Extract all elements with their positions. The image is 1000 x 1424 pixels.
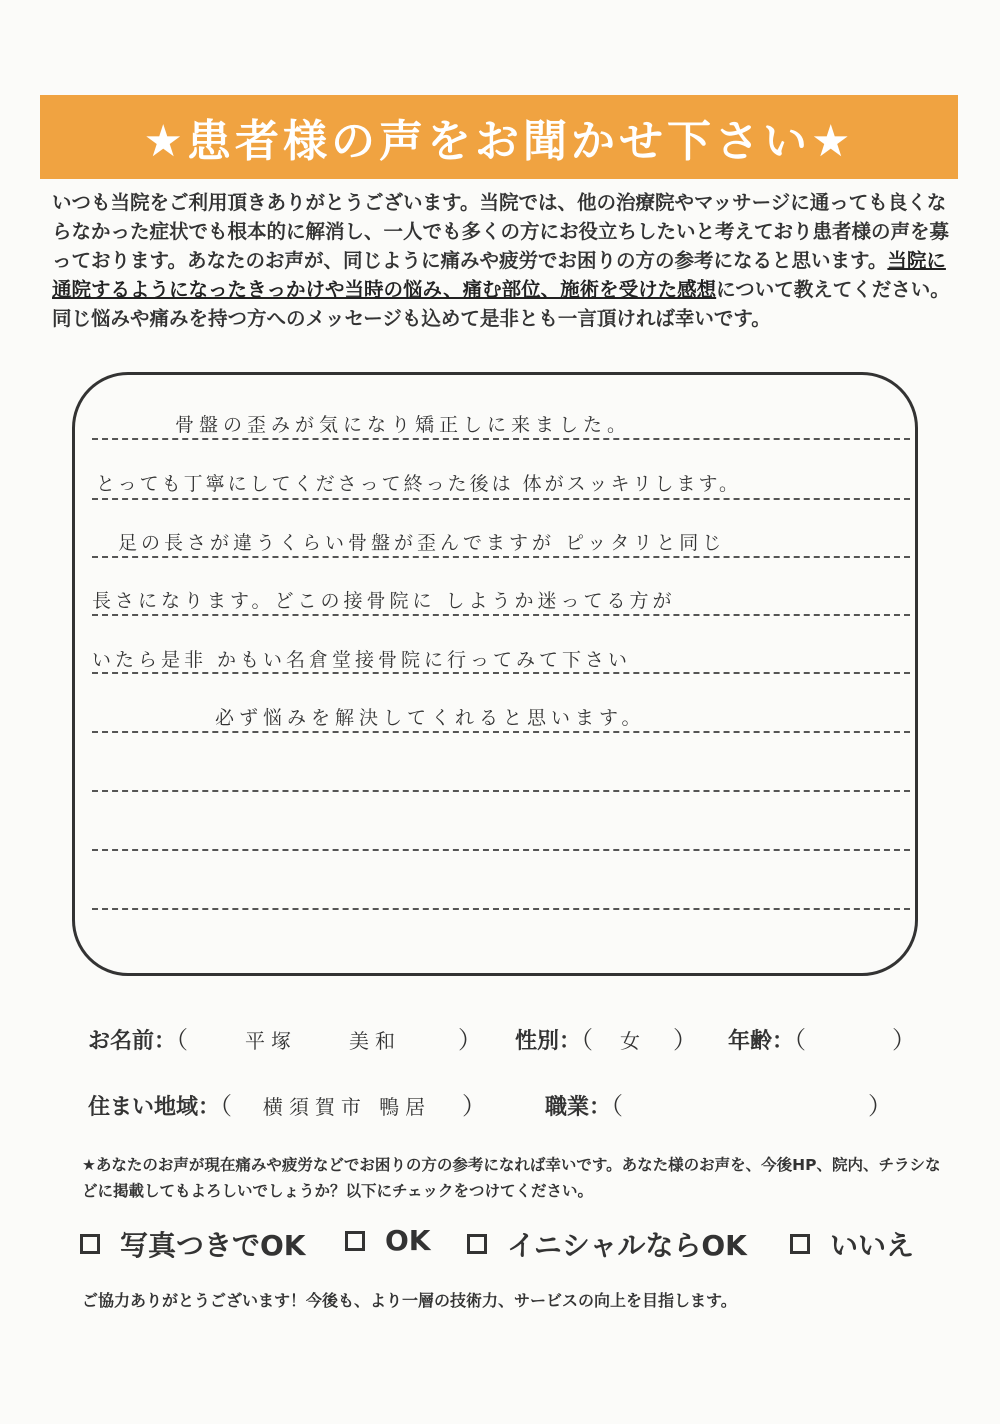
area-field-row xyxy=(88,1086,486,1121)
page-title: ★患者様の声をお聞かせ下さい★ xyxy=(143,116,855,167)
consent-text: ★あなたのお声が現在痛みや疲労などでお困りの方の参考になれば幸いです。あなた様のお声を、今後HP、院内、チラシなどに掲載してもよろしいでしょうか？以下にチェックをつけてください。 xyxy=(82,1156,941,1200)
intro-text xyxy=(52,188,952,333)
ruled-line xyxy=(92,556,910,558)
testimonial-box xyxy=(72,372,918,976)
consent-options xyxy=(80,1218,940,1264)
ruled-line xyxy=(92,849,910,851)
job-field-row xyxy=(545,1086,892,1121)
checkbox[interactable] xyxy=(345,1231,365,1251)
checkbox[interactable] xyxy=(790,1234,810,1254)
job-open-paren: （ xyxy=(611,1092,624,1120)
testimonial-line-1: 骨盤の歪みが気になり矯正しに来ました。 xyxy=(175,414,632,436)
age-field-row xyxy=(728,1020,916,1055)
job-label: 職業： xyxy=(545,1095,612,1120)
option-label: OK xyxy=(385,1224,431,1257)
testimonial-line-3: 足の長さが違うくらい骨盤が歪んでますが ピッタリと同じ xyxy=(118,532,726,554)
gender-label: 性別： xyxy=(515,1029,582,1054)
intro-part-1: いつも当院をご利用頂きありがとうございます。当院では、他の治療院やマッサージに通っても良くならなかった症状でも根本的に解消し、一人でも多くの方にお役立ちしたいと考えており患者様の声を募っております。あなたのお声が、同じように痛みや疲労でお困りの方の参考になると思います。 xyxy=(52,191,950,272)
page-title-banner xyxy=(40,95,958,179)
area-close-paren: ） xyxy=(462,1092,487,1120)
name-open-paren: （ xyxy=(176,1026,189,1054)
gender-field[interactable]: 女 xyxy=(620,1029,647,1053)
checkbox[interactable] xyxy=(467,1234,487,1254)
area-field[interactable]: 横須賀市 鴨居 xyxy=(262,1095,432,1119)
ruled-line xyxy=(92,438,910,440)
option-ok[interactable] xyxy=(345,1224,431,1257)
intro-emphasis: 当院に通院するようになったきっかけや当時の悩み、痛む部位、施術を受けた感想 xyxy=(52,249,946,301)
testimonial-line-6: 必ず悩みを解決してくれると思います。 xyxy=(215,707,646,729)
checkbox[interactable] xyxy=(80,1234,100,1254)
testimonial-line-2: とっても丁寧にしてくださって終った後は 体がスッキリします。 xyxy=(96,473,741,495)
ruled-line xyxy=(92,498,910,500)
option-photo-ok[interactable] xyxy=(80,1224,306,1264)
ruled-line xyxy=(92,614,910,616)
job-close-paren: ） xyxy=(868,1092,893,1120)
gender-field-row xyxy=(515,1020,697,1055)
age-open-paren: （ xyxy=(794,1026,807,1054)
gender-close-paren: ） xyxy=(673,1026,698,1054)
ruled-line xyxy=(92,672,910,674)
option-label: いいえ xyxy=(830,1229,915,1262)
name-field[interactable]: 平塚 美和 xyxy=(245,1029,402,1053)
ruled-line xyxy=(92,908,910,910)
area-label: 住まい地域： xyxy=(88,1095,221,1120)
ruled-line xyxy=(92,790,910,792)
testimonial-line-5: いたら是非 かもい名倉堂接骨院に行ってみて下さい xyxy=(92,649,632,671)
ruled-line xyxy=(92,731,910,733)
option-initial-ok[interactable] xyxy=(467,1224,747,1264)
option-no[interactable] xyxy=(790,1224,914,1264)
name-label: お名前： xyxy=(88,1029,177,1054)
age-label: 年齢： xyxy=(728,1029,795,1054)
intro-part-2: について教えてください。同じ悩みや痛みを持つ方へのメッセージも込めて是非とも一言頂ければ幸いです。 xyxy=(52,278,950,330)
testimonial-line-4: 長さになります。どこの接骨院に しようか迷ってる方が xyxy=(92,590,676,612)
option-label: 写真つきでOK xyxy=(120,1229,306,1262)
name-field-row xyxy=(88,1020,482,1055)
thanks-text: ご協力ありがとうございます！今後も、より一層の技術力、サービスの向上を目指します。 xyxy=(82,1291,737,1310)
gender-open-paren: （ xyxy=(581,1026,594,1054)
option-label: イニシャルならOK xyxy=(507,1229,747,1262)
age-close-paren: ） xyxy=(892,1026,917,1054)
name-close-paren: ） xyxy=(458,1026,483,1054)
area-open-paren: （ xyxy=(220,1092,233,1120)
